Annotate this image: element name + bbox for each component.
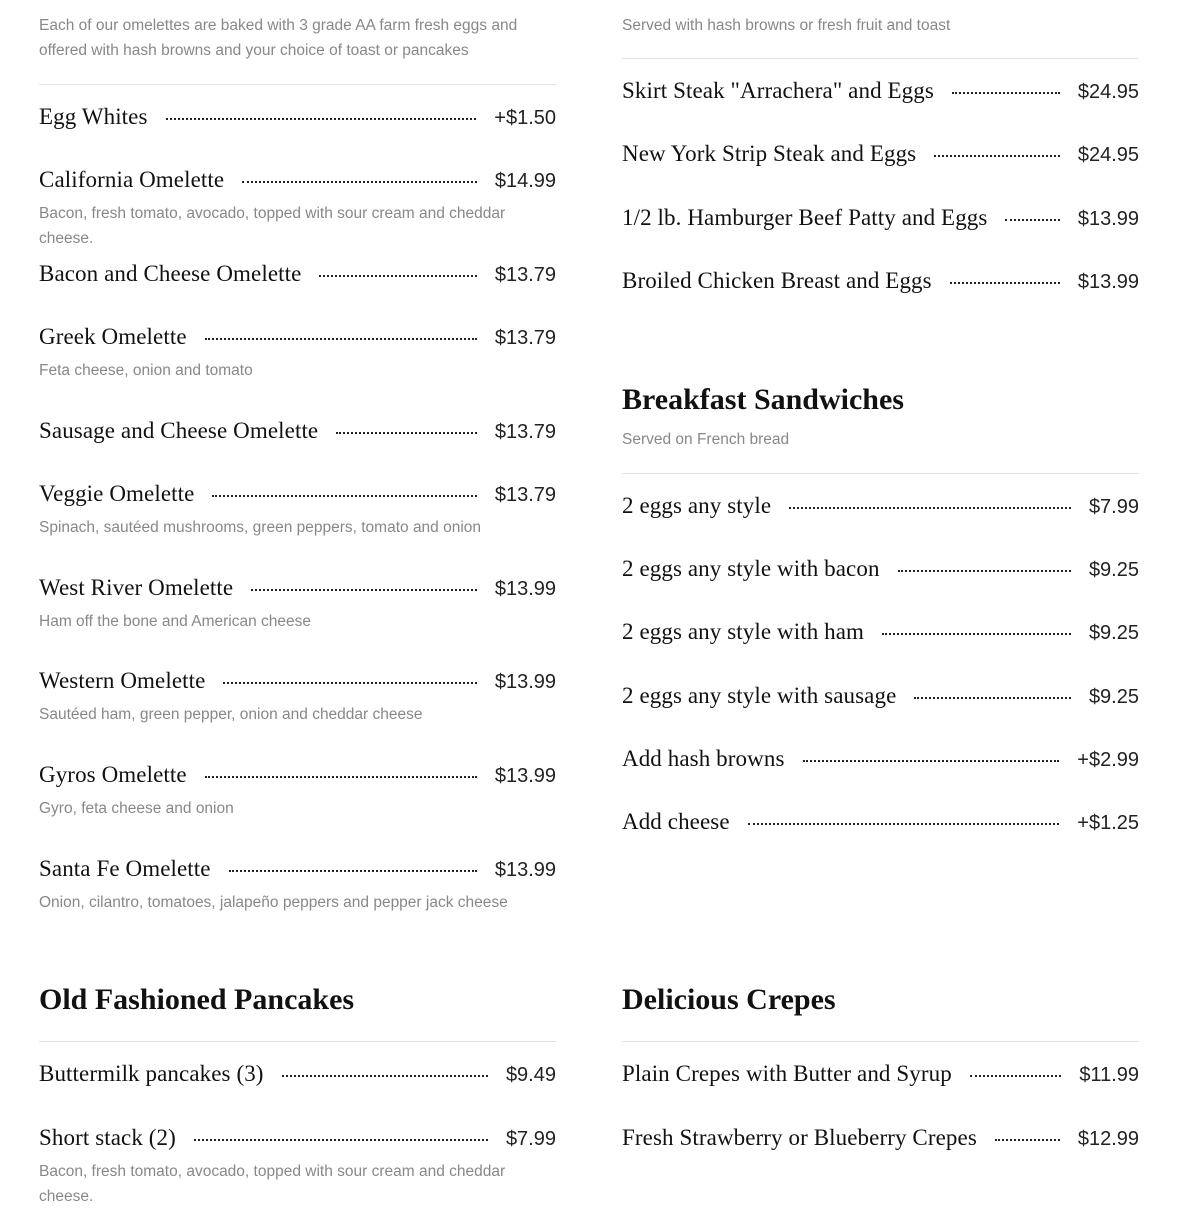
item-description: Ham off the bone and American cheese [39,613,311,630]
item-name: Western Omelette [39,668,206,693]
steak-eggs-subtitle: Served with hash browns or fresh fruit and toast [622,17,951,34]
item-name: Veggie Omelette [39,481,195,506]
menu-item [39,261,556,293]
item-description: Feta cheese, onion and tomato [39,362,253,379]
menu-item [39,856,556,915]
item-price: $7.99 [1088,496,1139,518]
menu-item [622,556,1139,588]
item-name: Plain Crepes with Butter and Syrup [622,1061,952,1086]
section-title: Breakfast Sandwiches [622,383,904,416]
menu-item [622,619,1139,651]
dot-leader [914,697,1071,699]
item-price: $9.49 [505,1064,556,1086]
divider [622,473,1139,474]
divider [39,84,556,85]
menu-item [622,1061,1139,1093]
menu-item [622,746,1139,778]
menu-item [39,481,556,540]
dot-leader [319,275,476,277]
item-price: $9.25 [1088,686,1139,708]
menu-item [39,324,556,383]
item-price: $13.79 [494,264,556,286]
menu-item [39,1061,556,1093]
dot-leader [789,507,1071,509]
dot-leader [205,776,477,778]
menu-item [622,493,1139,525]
dot-leader [995,1139,1060,1141]
dot-leader [194,1139,488,1141]
item-price: $13.79 [494,327,556,349]
dot-leader [242,181,477,183]
dot-leader [336,432,477,434]
dot-leader [1005,219,1059,221]
item-name: Sausage and Cheese Omelette [39,418,319,443]
item-name: Buttermilk pancakes (3) [39,1061,264,1086]
item-price: $24.95 [1077,81,1139,103]
menu-item [39,1125,556,1209]
item-name: 2 eggs any style with sausage [622,683,897,708]
menu-item [39,762,556,821]
dot-leader [882,633,1071,635]
item-description: Spinach, sautéed mushrooms, green peppers, tomato and onion [39,519,482,536]
item-name: Skirt Steak "Arrachera" and Eggs [622,78,934,103]
item-name: 1/2 lb. Hamburger Beef Patty and Eggs [622,205,988,230]
menu-item [622,205,1139,237]
item-name: Bacon and Cheese Omelette [39,261,302,286]
dot-leader [748,823,1060,825]
item-name: Add cheese [622,809,730,834]
dot-leader [251,589,477,591]
menu-item [39,104,556,136]
menu-item [39,668,556,727]
item-price: $9.25 [1088,559,1139,581]
dot-leader [970,1075,1061,1077]
dot-leader [205,338,477,340]
item-name: 2 eggs any style with ham [622,619,865,644]
item-name: 2 eggs any style [622,493,772,518]
item-price: $13.99 [494,765,556,787]
item-name: Short stack (2) [39,1125,176,1150]
item-description: Sautéed ham, green pepper, onion and cheddar cheese [39,706,423,723]
sandwiches-subtitle: Served on French bread [622,431,790,448]
item-name: Egg Whites [39,104,148,129]
item-price: $13.79 [494,421,556,443]
item-price: +$1.50 [494,107,556,129]
item-description: Bacon, fresh tomato, avocado, topped with sour cream and cheddar cheese. [39,1163,506,1205]
omelettes-intro: Each of our omelettes are baked with 3 grade AA farm fresh eggs and offered with hash browns and your choice of toast or pancakes [39,17,518,59]
item-description: Bacon, fresh tomato, avocado, topped with sour cream and cheddar cheese. [39,205,506,247]
dot-leader [229,870,477,872]
divider [39,1041,556,1042]
dot-leader [952,92,1060,94]
item-price: $12.99 [1077,1128,1139,1150]
item-name: Greek Omelette [39,324,187,349]
divider [622,1041,1139,1042]
item-price: +$2.99 [1077,749,1139,771]
dot-leader [212,495,476,497]
item-price: $13.99 [494,578,556,600]
dot-leader [282,1075,488,1077]
item-price: $13.99 [1077,271,1139,293]
menu-item [622,268,1139,300]
item-price: $11.99 [1079,1064,1139,1086]
crepes-section [622,980,1139,1197]
item-price: $14.99 [494,170,556,192]
menu-item [622,78,1139,110]
item-price: $13.79 [494,484,556,506]
menu-item [622,683,1139,715]
section-title: Old Fashioned Pancakes [39,983,355,1016]
item-name: Broiled Chicken Breast and Eggs [622,268,932,293]
menu-item [39,167,556,251]
item-description: Onion, cilantro, tomatoes, jalapeño peppers and pepper jack cheese [39,894,508,911]
item-name: Fresh Strawberry or Blueberry Crepes [622,1125,977,1150]
item-name: New York Strip Steak and Eggs [622,141,917,166]
item-price: $13.99 [1077,208,1139,230]
dot-leader [950,282,1060,284]
item-price: $24.95 [1077,144,1139,166]
item-name: California Omelette [39,167,225,192]
dot-leader [166,118,477,120]
menu-item [622,1125,1139,1157]
dot-leader [803,760,1060,762]
item-name: 2 eggs any style with bacon [622,556,880,581]
divider [622,58,1139,59]
item-price: $7.99 [505,1128,556,1150]
section-title: Delicious Crepes [622,983,836,1016]
dot-leader [934,155,1060,157]
item-price: $9.25 [1088,622,1139,644]
dot-leader [898,570,1071,572]
steak-eggs-section [622,0,1139,330]
item-price: $13.99 [494,859,556,881]
item-name: Gyros Omelette [39,762,187,787]
omelettes-section [39,0,556,940]
sandwiches-section [622,380,1139,860]
menu-item [622,141,1139,173]
item-name: Santa Fe Omelette [39,856,211,881]
item-description: Gyro, feta cheese and onion [39,800,234,817]
item-name: West River Omelette [39,575,234,600]
menu-item [622,809,1139,841]
item-price: +$1.25 [1077,812,1139,834]
item-name: Add hash browns [622,746,785,771]
dot-leader [223,682,476,684]
item-price: $13.99 [494,671,556,693]
menu-item [39,575,556,634]
menu-item [39,418,556,450]
pancakes-section [39,980,556,1205]
